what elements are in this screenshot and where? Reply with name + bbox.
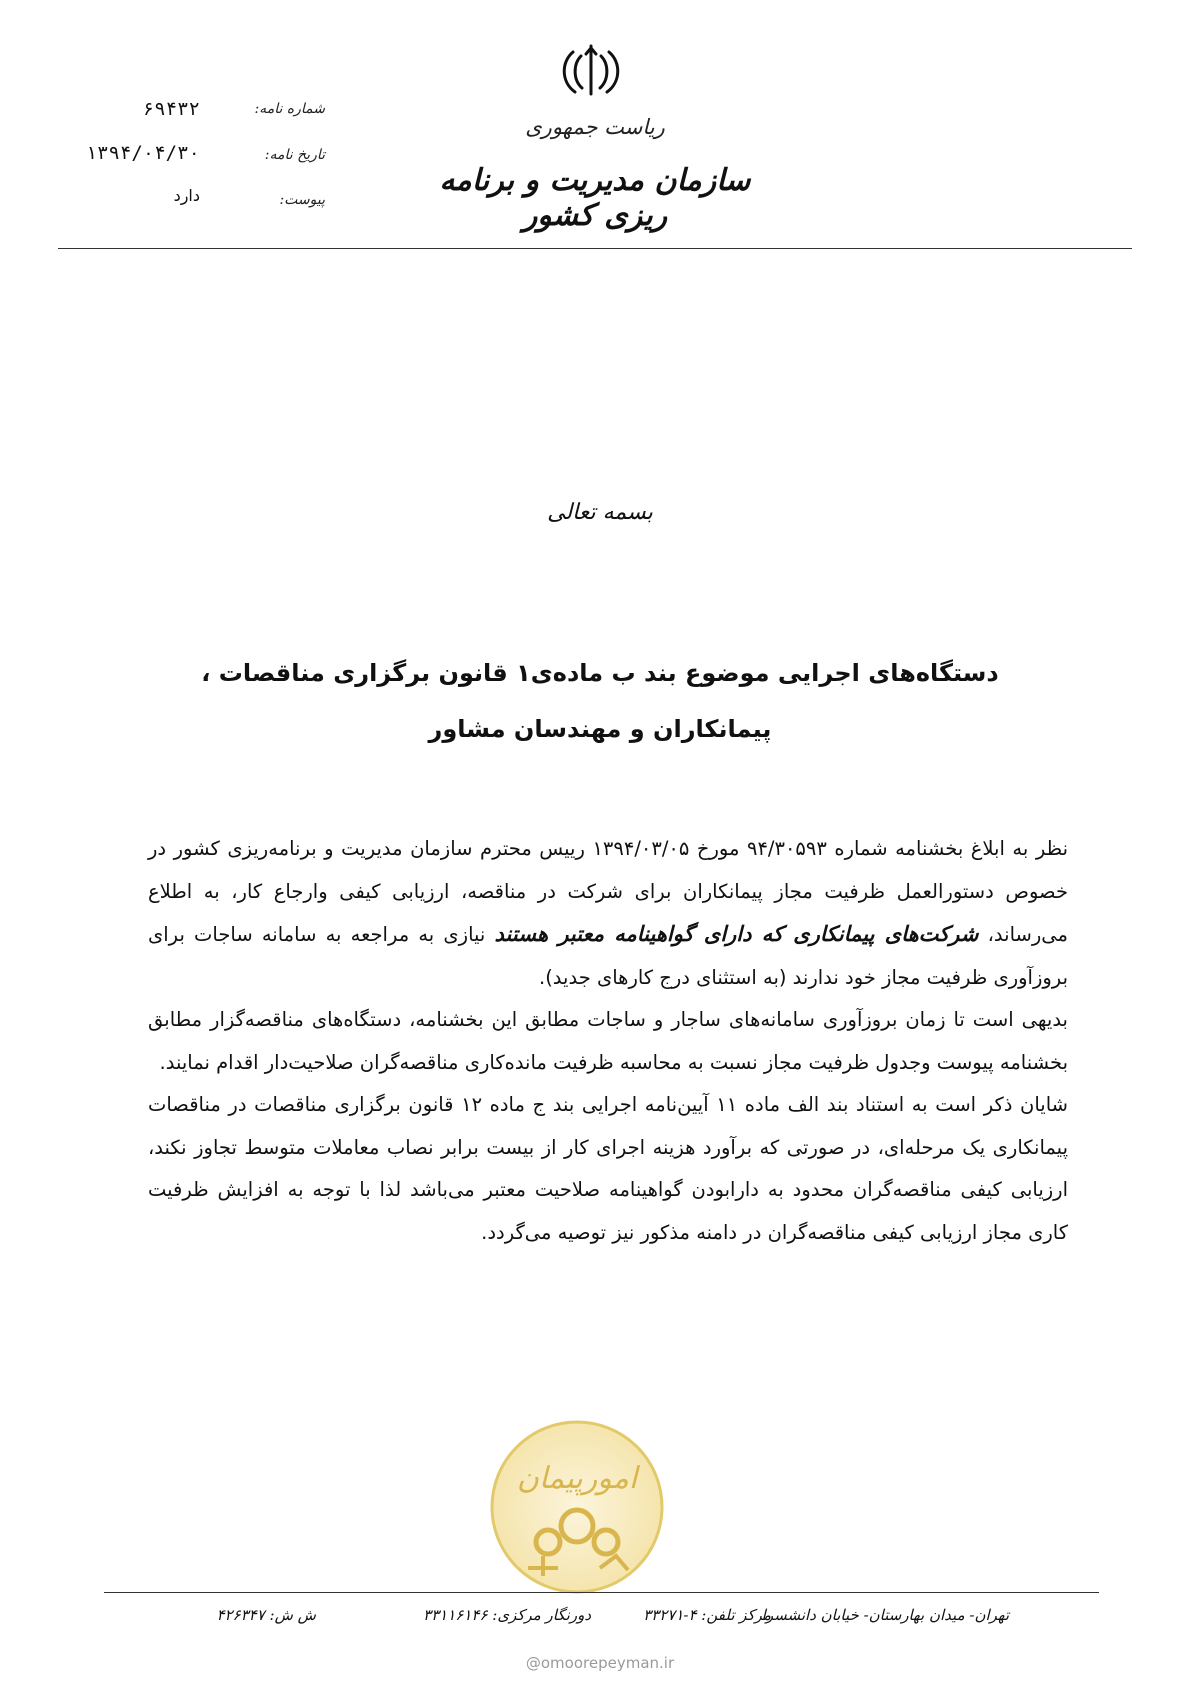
attachment-label: پیوست: (279, 192, 325, 208)
attachment-value: دارد (173, 186, 200, 205)
watermark-handle: @omoorepeyman.ir (525, 1654, 675, 1672)
footer-phone: مرکز تلفن: ۴-۳۳۲۷۱ (643, 1606, 771, 1624)
footer-fax: دورنگار مرکزی: ۳۳۱۱۶۱۴۶ (423, 1606, 591, 1624)
presidency-label: ریاست جمهوری (525, 115, 665, 139)
footer-address: تهران- میدان بهارستان- خیابان دانشسرا (761, 1606, 1009, 1624)
body-paragraph-1 (148, 828, 1068, 999)
letter-body (148, 828, 1068, 1254)
footer-postal-code: ش ش: ۴۲۶۳۴۷ (216, 1606, 316, 1624)
stamp-text: امورپیمان (516, 1461, 638, 1496)
omoore-peyman-stamp-icon (488, 1418, 666, 1596)
emphasized-text: شرکت‌های پیمانکاری که دارای گواهینامه معتبر هستند (494, 922, 979, 946)
header-divider (58, 248, 1132, 249)
letter-date: ۱۳۹۴/۰۴/۳۰ (85, 142, 200, 164)
date-label: تاریخ نامه: (264, 147, 325, 163)
letter-number-label: شماره نامه: (254, 101, 325, 117)
letter-number: ۶۹۴۳۲ (142, 98, 200, 120)
body-paragraph-1-part-2: نیازی به مراجعه به سامانه ساجات برای بروزآوری ظرفیت مجاز خود ندارند (به استثنای درج کارهای جدید). (148, 923, 1068, 989)
invocation: بسمه تعالی (547, 500, 653, 525)
body-paragraph-1-part-1: نظر به ابلاغ بخشنامه شماره ۹۴/۳۰۵۹۳ مورخ ۱۳۹۴/۰۳/۰۵ رییس محترم سازمان مدیریت و برنامه‌ریزی کشور در خصوص دستورالعمل ظرفیت مجاز پیمانکاران برای شرکت در مناقصه، ارزیابی کیفی وارجاع کار، به اطلاع می‌رساند، (148, 837, 1069, 946)
footer-divider (104, 1592, 1099, 1593)
organization-name: سازمان مدیریت و برنامه ریزی کشور (439, 163, 751, 233)
body-paragraph-2: بدیهی است تا زمان بروزآوری سامانه‌های ساجار و ساجات مطابق این بخشنامه، دستگاه‌های مناقصه‌گزار مطابق بخشنامه پیوست وجدول ظرفیت مجاز نسبت به محاسبه ظرفیت مانده‌کاری مناقصه‌گران صلاحیت‌دار اقدام نمایند. (148, 1008, 1068, 1074)
letter-title: دستگاه‌های اجرایی موضوع بند ب ماده‌ی۱ قانون برگزاری مناقصات ، پیمانکاران و مهندسان مشاور (201, 659, 999, 743)
iran-emblem-icon (555, 42, 627, 98)
body-paragraph-3: شایان ذکر است به استناد بند الف ماده ۱۱ آیین‌نامه اجرایی بند ج ماده ۱۲ قانون برگزاری مناقصات در مناقصات پیمانکاری یک مرحله‌ای، در صورتی که برآورد هزینه اجرای کار از بیست برابر نصاب معاملات متوسط تجاوز نکند، ارزیابی کیفی مناقصه‌گران محدود به دارابودن گواهینامه صلاحیت معتبر می‌باشد لذا با توجه به افزایش ظرفیت کاری مجاز ارزیابی کیفی مناقصه‌گران در دامنه مذکور نیز توصیه می‌گردد. (148, 1093, 1068, 1244)
